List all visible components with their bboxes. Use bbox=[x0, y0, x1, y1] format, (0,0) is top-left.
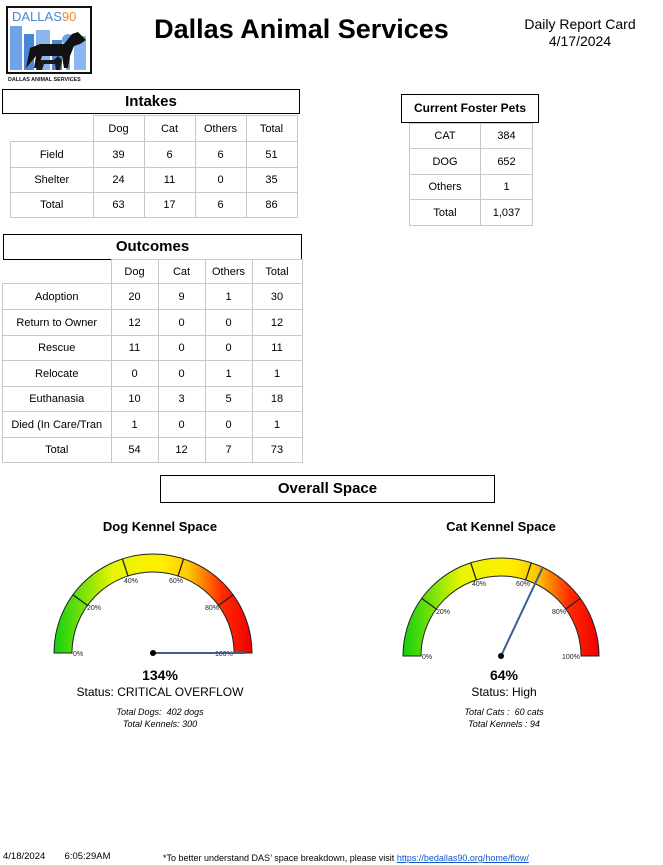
table-row bbox=[410, 175, 533, 200]
cell: 0 bbox=[111, 361, 158, 387]
overall-space-title: Overall Space bbox=[160, 475, 495, 503]
cell: 20 bbox=[111, 284, 158, 310]
table-row bbox=[11, 142, 298, 168]
row-label: Shelter bbox=[11, 168, 94, 193]
intakes-table bbox=[10, 115, 298, 218]
table-row bbox=[3, 412, 303, 438]
cell: 54 bbox=[111, 438, 158, 463]
dog-space-status: Status: CRITICAL OVERFLOW bbox=[76, 685, 244, 699]
row-label: Others bbox=[410, 175, 481, 200]
cell: 24 bbox=[93, 168, 144, 193]
cat-kennel-gauge bbox=[392, 540, 612, 662]
report-date: 4/17/2024 bbox=[548, 33, 612, 49]
cell: 1 bbox=[252, 412, 302, 438]
cell: 9 bbox=[158, 284, 205, 310]
cell: 12 bbox=[111, 310, 158, 336]
intakes-title: Intakes bbox=[2, 89, 300, 114]
column-header: Dog bbox=[111, 260, 158, 284]
cell: 0 bbox=[205, 336, 252, 361]
dog-space-percent: 134% bbox=[142, 667, 178, 683]
logo-subtext: DALLAS ANIMAL SERVICES bbox=[8, 77, 81, 82]
column-header: Dog bbox=[93, 116, 144, 142]
total-dogs: Total Dogs: 402 dogs bbox=[116, 707, 204, 717]
cell: 35 bbox=[246, 168, 297, 193]
svg-text:20%: 20% bbox=[87, 605, 102, 612]
cell: 73 bbox=[252, 438, 302, 463]
cell: 51 bbox=[246, 142, 297, 168]
svg-text:20%: 20% bbox=[436, 609, 451, 616]
row-label: Relocate bbox=[3, 361, 112, 387]
svg-text:60%: 60% bbox=[169, 578, 184, 585]
cell: 6 bbox=[144, 142, 195, 168]
table-row bbox=[3, 438, 303, 463]
row-label: Euthanasia bbox=[3, 387, 112, 412]
total-cat-kennels: Total Kennels : 94 bbox=[468, 719, 540, 729]
svg-text:40%: 40% bbox=[472, 581, 487, 588]
cell: 1 bbox=[111, 412, 158, 438]
row-label: Total bbox=[11, 193, 94, 218]
cell: 17 bbox=[144, 193, 195, 218]
cell: 30 bbox=[252, 284, 302, 310]
row-label: CAT bbox=[410, 124, 481, 149]
column-header: Total bbox=[246, 116, 297, 142]
cell: 0 bbox=[158, 336, 205, 361]
outcomes-title: Outcomes bbox=[3, 234, 302, 260]
footer-date: 4/18/2024 bbox=[3, 851, 46, 862]
svg-text:60%: 60% bbox=[516, 581, 531, 588]
row-label: Adoption bbox=[3, 284, 112, 310]
cell: 0 bbox=[158, 361, 205, 387]
cell: 384 bbox=[481, 124, 533, 149]
cat-gauge-title: Cat Kennel Space bbox=[446, 519, 556, 534]
cell: 1 bbox=[481, 175, 533, 200]
row-label: Died (In Care/Tran bbox=[3, 412, 112, 438]
cell: 1 bbox=[205, 361, 252, 387]
table-row bbox=[11, 193, 298, 218]
cat-space-percent: 64% bbox=[489, 667, 519, 683]
cell: 7 bbox=[205, 438, 252, 463]
cell: 10 bbox=[111, 387, 158, 412]
dog-gauge-title: Dog Kennel Space bbox=[102, 519, 218, 534]
cell: 1,037 bbox=[481, 200, 533, 226]
cat-space-status: Status: High bbox=[471, 685, 537, 699]
svg-text:80%: 80% bbox=[205, 605, 220, 612]
cell: 18 bbox=[252, 387, 302, 412]
footer-note-text: *To better understand DAS’ space breakdown, please visit bbox=[163, 853, 397, 863]
cell: 11 bbox=[144, 168, 195, 193]
cell: 652 bbox=[481, 149, 533, 175]
row-label: Total bbox=[3, 438, 112, 463]
cell: 5 bbox=[205, 387, 252, 412]
table-row bbox=[3, 361, 303, 387]
cell: 0 bbox=[205, 310, 252, 336]
cell: 12 bbox=[158, 438, 205, 463]
svg-text:100%: 100% bbox=[215, 651, 233, 658]
report-card-header bbox=[520, 16, 640, 50]
svg-text:0%: 0% bbox=[422, 654, 433, 661]
page-title: Dallas Animal Services bbox=[154, 14, 449, 44]
table-row bbox=[3, 310, 303, 336]
footer-timestamp bbox=[3, 851, 111, 862]
column-header: Others bbox=[205, 260, 252, 284]
cell: 6 bbox=[195, 193, 246, 218]
row-label: Rescue bbox=[3, 336, 112, 361]
column-header: Others bbox=[195, 116, 246, 142]
cell: 0 bbox=[158, 310, 205, 336]
gauge-needle-hub bbox=[150, 650, 156, 656]
column-header: Total bbox=[252, 260, 302, 284]
cell: 86 bbox=[246, 193, 297, 218]
footer-time: 6:05:29AM bbox=[64, 851, 111, 862]
cell: 1 bbox=[205, 284, 252, 310]
gauge-needle-hub bbox=[498, 653, 504, 659]
svg-text:100%: 100% bbox=[562, 654, 580, 661]
cell: 0 bbox=[205, 412, 252, 438]
foster-title: Current Foster Pets bbox=[401, 94, 539, 123]
svg-text:0%: 0% bbox=[73, 651, 84, 658]
cell: 12 bbox=[252, 310, 302, 336]
dog-totals bbox=[60, 706, 260, 730]
dog-kennel-gauge bbox=[45, 540, 265, 660]
row-label: DOG bbox=[410, 149, 481, 175]
logo-text: DALLAS90 bbox=[12, 9, 77, 24]
cell: 6 bbox=[195, 142, 246, 168]
cell: 3 bbox=[158, 387, 205, 412]
cat-totals bbox=[424, 706, 584, 730]
outcomes-table bbox=[2, 259, 303, 463]
report-label: Daily Report Card bbox=[524, 16, 636, 32]
column-header: Cat bbox=[158, 260, 205, 284]
flow-link[interactable]: https://bedallas90.org/home/flow/ bbox=[396, 853, 529, 863]
table-row bbox=[410, 149, 533, 175]
table-row bbox=[3, 336, 303, 361]
svg-text:40%: 40% bbox=[124, 578, 139, 585]
row-label: Return to Owner bbox=[3, 310, 112, 336]
cell: 0 bbox=[158, 412, 205, 438]
row-label: Field bbox=[11, 142, 94, 168]
table-row bbox=[410, 200, 533, 226]
cell: 63 bbox=[93, 193, 144, 218]
cell: 0 bbox=[195, 168, 246, 193]
cell: 11 bbox=[111, 336, 158, 361]
table-row bbox=[3, 387, 303, 412]
cell: 39 bbox=[93, 142, 144, 168]
total-dog-kennels: Total Kennels: 300 bbox=[122, 719, 198, 729]
cell: 11 bbox=[252, 336, 302, 361]
total-cats: Total Cats : 60 cats bbox=[464, 707, 544, 717]
svg-text:80%: 80% bbox=[552, 609, 567, 616]
cell: 1 bbox=[252, 361, 302, 387]
column-header: Cat bbox=[144, 116, 195, 142]
table-row bbox=[11, 168, 298, 193]
footer-note bbox=[163, 853, 529, 863]
table-row bbox=[3, 284, 303, 310]
foster-table bbox=[409, 123, 533, 226]
table-row bbox=[410, 124, 533, 149]
table-header-row bbox=[3, 260, 303, 284]
row-label: Total bbox=[410, 200, 481, 226]
table-header-row bbox=[11, 116, 298, 142]
